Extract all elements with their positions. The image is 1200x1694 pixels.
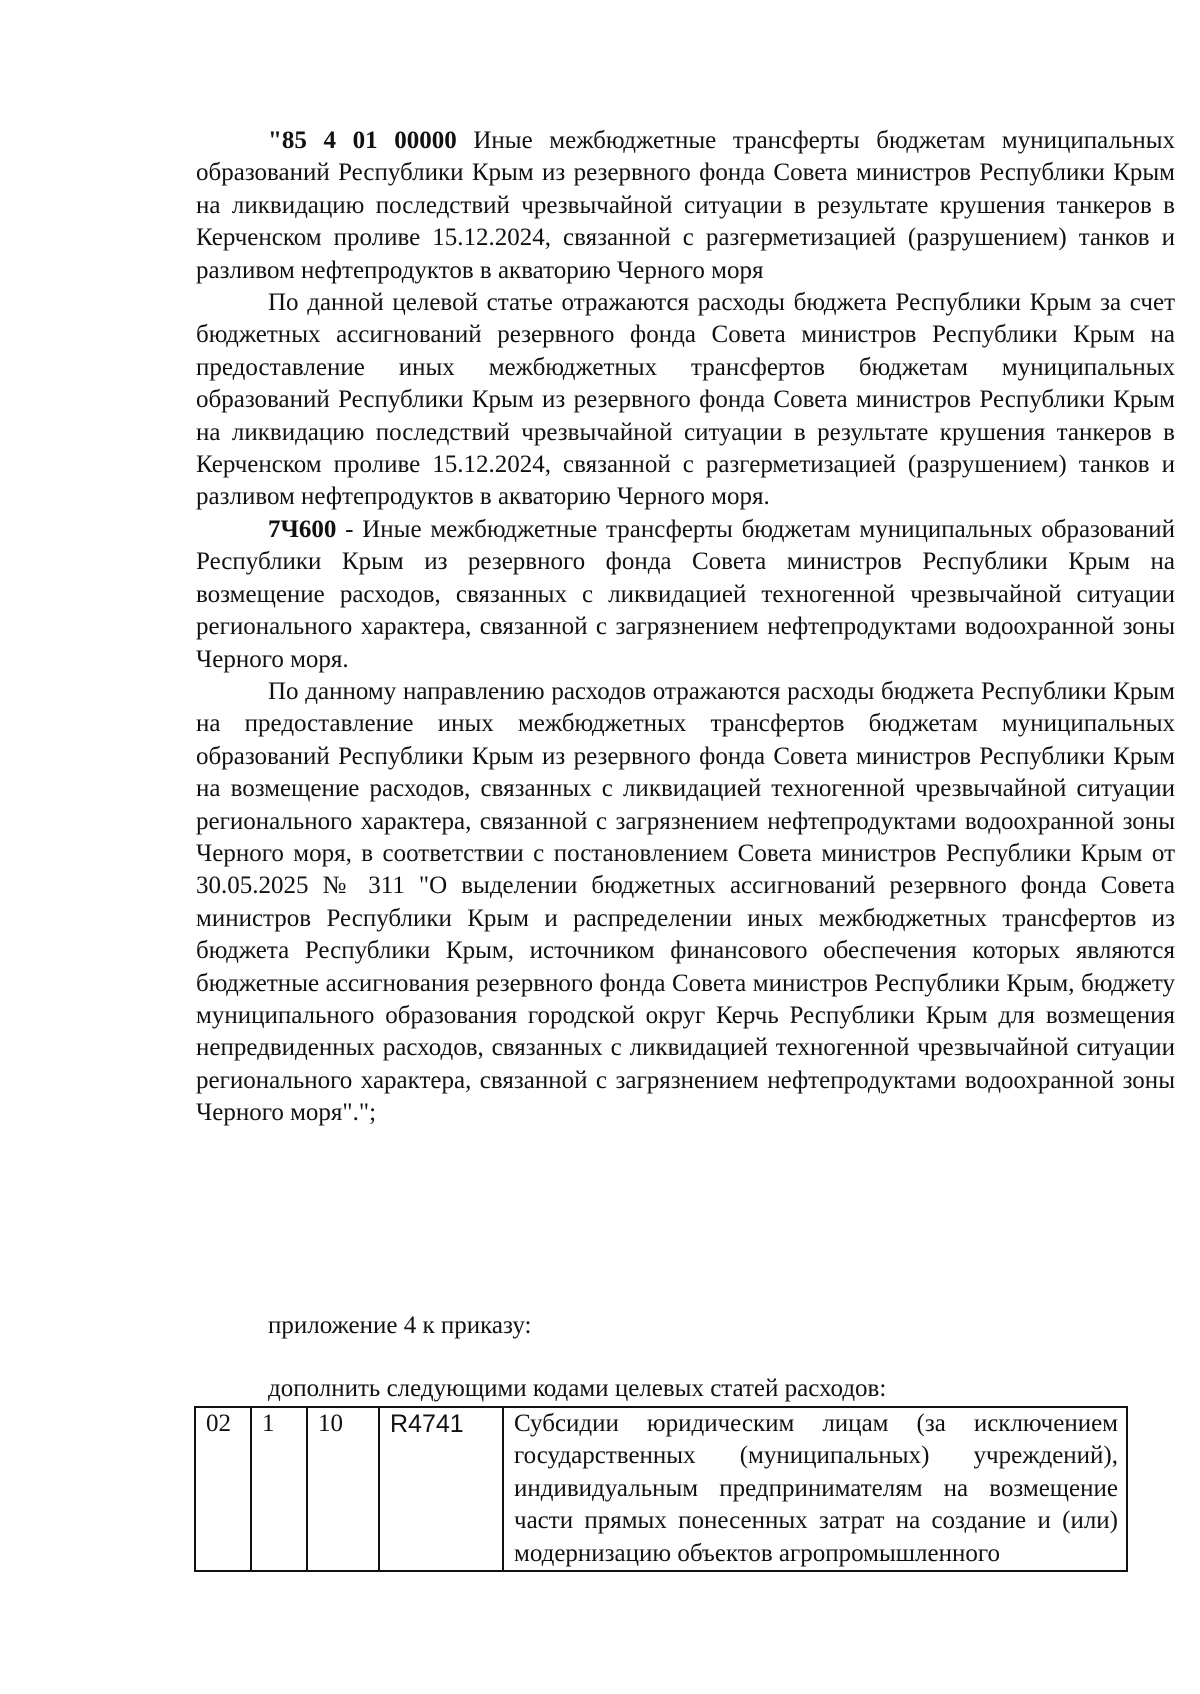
target-codes-table bbox=[194, 1406, 1128, 1572]
code-direction-cell bbox=[379, 1407, 503, 1571]
code-type-cell: 1 bbox=[251, 1407, 307, 1571]
code-program-cell: 02 bbox=[195, 1407, 251, 1571]
target-article-title: Иные межбюджетные трансферты бюджетам муниципальных образований Республики Крым из резервного фонда Совета министров Республики Крым на ликвидацию последствий чрезвычайной ситуации в результате крушения танкеров в Керченском проливе 15.12.2024, связанной с разгерметизацией (разрушением) танков и разливом нефтепродуктов в акваторию Черного моря bbox=[196, 127, 1175, 284]
table-row bbox=[195, 1407, 1127, 1571]
code-direction-text: R4741 bbox=[390, 1410, 464, 1438]
paragraph-direction-7ch600 bbox=[196, 514, 1175, 676]
appendix-line: приложение 4 к приказу: bbox=[268, 1312, 532, 1339]
target-article-code: "85 4 01 00000 bbox=[268, 127, 457, 154]
direction-code: 7Ч600 bbox=[268, 515, 337, 543]
paragraph-target-article-85 bbox=[196, 125, 1175, 287]
code-subprogram-cell: 10 bbox=[307, 1407, 379, 1571]
supplement-line: дополнить следующими кодами целевых статей расходов: bbox=[268, 1375, 887, 1402]
paragraph-target-article-description: По данной целевой статье отражаются расходы бюджета Республики Крым за счет бюджетных ассигнований резервного фонда Совета министров Республики Крым на предоставление иных межбюджетных трансфертов бюджетам муниципальных образований Республики Крым из резервного фонда Совета министров Республики Крым на ликвидацию последствий чрезвычайной ситуации в результате крушения танкеров в Керченском проливе 15.12.2024, связанной с разгерметизацией (разрушением) танков и разливом нефтепродуктов в акваторию Черного моря. bbox=[196, 289, 1175, 511]
direction-title: - Иные межбюджетные трансферты бюджетам муниципальных образований Республики Крым из резервного фонда Совета министров Республики Крым на возмещение расходов, связанных с ликвидацией техногенной чрезвычайной ситуации регионального характера, связанной с загрязнением нефтепродуктами водоохранной зоны Черного моря. bbox=[196, 515, 1175, 673]
main-text bbox=[196, 125, 1175, 1130]
paragraph-direction-description: По данному направлению расходов отражаются расходы бюджета Республики Крым на предоставление иных межбюджетных трансфертов бюджетам муниципальных образований Республики Крым из резервного фонда Совета министров Республики Крым на возмещение расходов, связанных с ликвидацией техногенной чрезвычайной ситуации регионального характера, связанной с загрязнением нефтепродуктами водоохранной зоны Черного моря, в соответствии с постановлением Совета министров Республики Крым от 30.05.2025 № 311 "О выделении бюджетных ассигнований резервного фонда Совета министров Республики Крым и распределении иных межбюджетных трансфертов из бюджета Республики Крым, источником финансового обеспечения которых являются бюджетные ассигнования резервного фонда Совета министров Республики Крым, бюджету муниципального образования городской округ Керчь Республики Крым для возмещения непредвиденных расходов, связанных с ликвидацией техногенной чрезвычайной ситуации регионального характера, связанной с загрязнением нефтепродуктами водоохранной зоны Черного моря"."; bbox=[196, 677, 1175, 1127]
code-description-cell: Субсидии юридическим лицам (за исключением государственных (муниципальных) учреждений), индивидуальным предпринимателям на возмещение части прямых понесенных затрат на создание и (или) модернизацию объектов агропромышленного bbox=[503, 1407, 1127, 1571]
